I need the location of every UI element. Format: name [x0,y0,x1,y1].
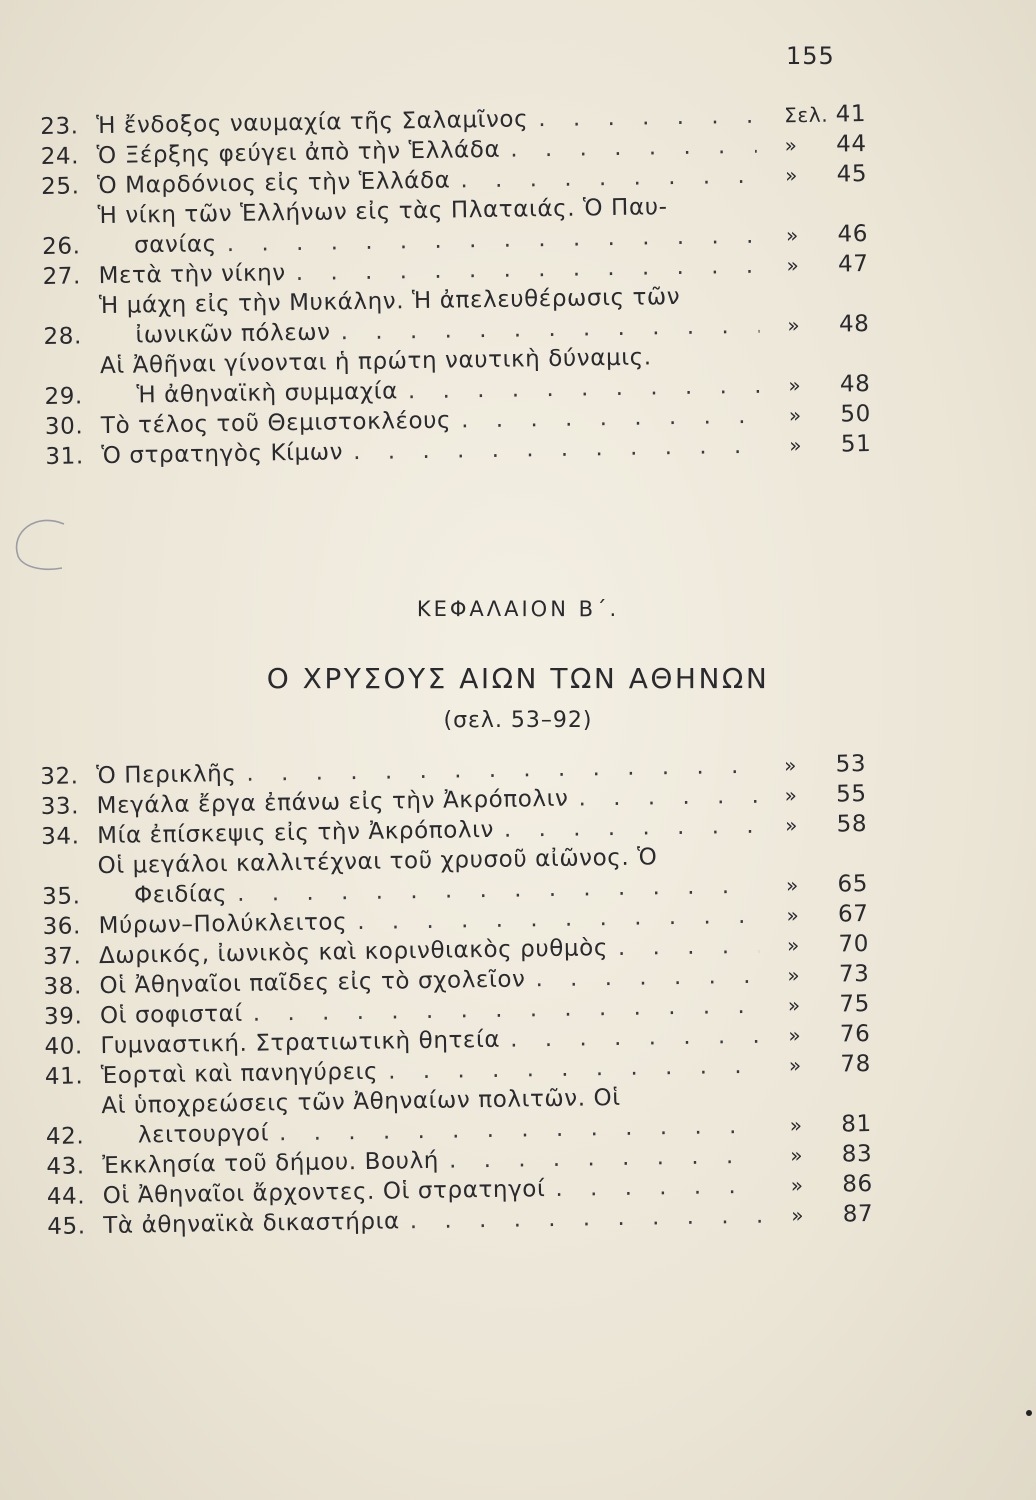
chapter-title: Ο ΧΡΥΣΟΥΣ ΑΙΩΝ ΤΩΝ ΑΘΗΝΩΝ [266,662,770,695]
entry-title [99,281,760,351]
dot-leader [618,931,760,963]
page-reference [757,159,867,191]
page-reference [761,1049,871,1081]
page-reference [762,1109,872,1141]
toc-list-part-2 [40,748,917,1242]
page-number-ref: 50 [840,400,872,428]
dot-leader [504,811,758,845]
entry-number: 32. [40,763,79,790]
dot-leader [510,131,757,165]
page-number-ref: 67 [837,901,869,928]
entry-title-text: Ἡ ἀθηναϊκὴ συμμαχία [136,378,399,409]
page-reference [759,959,869,991]
page-number-ref: 87 [842,1200,874,1228]
page-number-ref: 44 [835,131,867,158]
page-prefix: » [787,963,801,988]
entry-title-text: Ἡ μάχη εἰς τὴν Μυκάλην. Ἡ ἀπελευθέρωσις τῶν [98,283,681,320]
page-prefix: » [786,253,800,278]
page-reference [761,399,871,431]
entry-number: 41. [44,1063,84,1090]
entry-title-text: Αἱ ὑποχρεώσεις τῶν Ἀθηναίων πολιτῶν. Οἱ [101,1084,621,1120]
chapter-page-range: (σελ. 53–92) [443,708,593,733]
page-prefix: » [790,1173,804,1198]
page-number-ref: 58 [836,811,868,838]
page-number-ref: 41 [835,101,867,128]
page-reference [758,899,868,931]
page-prefix: Σελ. [783,102,829,128]
entry-number: 29. [44,383,84,410]
pencil-mark [6,510,76,580]
page-prefix: » [786,933,801,958]
page-reference [756,99,866,131]
page-reference [757,809,867,841]
entry-number: 35. [41,883,81,910]
entry-title-text: Οἱ Ἀθηναῖοι ἄρχοντες. Οἱ στρατηγοί [102,1176,546,1210]
page-prefix: » [785,873,800,898]
page-number-ref: 45 [836,161,868,188]
dot-leader [555,1171,763,1204]
entry-title-text: Γυμναστική. Στρατιωτικὴ θητεία [100,1026,501,1060]
page-reference [758,219,868,251]
page-prefix: » [791,1203,805,1228]
page-prefix: » [785,223,800,248]
entry-number: 43. [46,1153,85,1180]
entry-title-text: Ὁ Περικλῆς [96,760,237,790]
toc-list-part-1 [40,98,916,472]
page-number-ref: 55 [835,781,867,808]
page-number-ref: 48 [839,370,871,398]
page-reference [756,129,866,161]
page-edge-speck [1026,1410,1032,1416]
entry-title-text: Μία ἐπίσκεψις εἰς τὴν Ἀκρόπολιν [96,816,495,850]
entry-number: 23. [40,113,79,140]
entry-title-text: Τὸ τέλος τοῦ Θεμιστοκλέους [100,407,452,440]
entry-title-text: Φειδίας [133,881,228,909]
page-reference [760,369,870,401]
page-prefix: » [789,1113,803,1138]
page-reference [760,989,870,1021]
entry-title-text: Δωρικός, ἰωνικὸς καὶ κορινθιακὸς ρυθμὸς [98,935,609,970]
entry-number: 42. [45,1123,85,1150]
entry-number: 38. [43,973,83,1000]
page-reference [756,749,866,781]
entry-title-text: Ἐκκλησία τοῦ δήμου. Βουλή [102,1147,440,1180]
page-number-ref: 78 [840,1050,872,1078]
entry-number: 30. [44,413,84,440]
page-prefix: » [783,753,798,778]
page-number-ref: 73 [838,960,870,988]
dot-leader [461,401,761,436]
entry-number: 28. [43,323,83,350]
dot-leader [449,1141,763,1176]
entry-title-text: Οἱ μεγάλοι καλλιτέχναι τοῦ χρυσοῦ αἰῶνος. Ὁ [97,844,658,880]
page-reference [761,429,871,461]
page-number-ref: 70 [838,931,870,958]
page-number-ref: 48 [838,310,870,338]
entry-title-text: Μύρων–Πολύκλειτος [98,909,348,940]
page-number-ref: 86 [842,1170,873,1198]
dot-leader [409,1201,763,1237]
page-prefix: » [784,783,798,808]
page-prefix: » [784,133,798,158]
page-reference [763,1199,873,1231]
entry-title [97,841,758,911]
entry-number: 24. [40,143,80,170]
entry-number: 39. [43,1003,83,1030]
entry-title-text: Οἱ σοφισταί [99,1000,243,1030]
page-reference [758,869,868,901]
entry-title [97,191,758,261]
entry-number: 40. [44,1033,84,1060]
entry-number: 25. [40,173,80,200]
page-number-ref: 47 [837,251,869,278]
entry-title-text: Ἑορταὶ καὶ πανηγύρεις [100,1058,379,1090]
entry-title-text: Ὁ στρατηγὸς Κίμων [101,439,344,470]
entry-title [100,341,761,411]
page-prefix: » [788,1053,802,1078]
entry-title-text: λειτουργοί [137,1120,270,1149]
page-prefix: » [788,1023,802,1048]
entry-number: 26. [41,233,81,260]
entry-title-text: Οἱ Ἀθηναῖοι παῖδες εἰς τὸ σχολεῖον [99,966,526,1000]
entry-number: 36. [42,913,82,940]
entry-title-text: Ἡ ἔνδοξος ναυμαχία τῆς Σαλαμῖνος [96,106,529,140]
chapter-label: ΚΕΦΑΛΑΙΟΝ Β΄. [416,597,620,621]
page-prefix: » [788,373,802,398]
entry-title-text: σανίας [133,231,217,259]
dot-leader [460,161,757,196]
page-reference [762,1139,872,1171]
entry-number: 31. [45,443,85,470]
page-number-ref: 65 [837,871,869,898]
page-reference [759,929,869,961]
entry-title-text: ἰωνικῶν πόλεων [135,319,331,349]
entry-number: 27. [42,263,82,290]
dot-leader [538,101,756,134]
page-number-ref: 83 [841,1140,873,1168]
dot-leader [510,1021,761,1055]
page-number-ref: 76 [839,1020,871,1048]
page-number-ref: 51 [840,430,872,458]
page-number-ref: 46 [837,221,869,248]
entry-title-text: Μετὰ τὴν νίκην [98,260,286,290]
entry-number: 45. [47,1213,86,1240]
entry-title-text: Ὁ Μαρδόνιος εἰς τὴν Ἑλλάδα [96,167,451,200]
page-prefix: » [787,313,801,338]
entry-title [101,1081,762,1151]
page-number-ref: 75 [839,990,871,1018]
entry-number: 33. [40,793,80,820]
page-reference [758,249,868,281]
entry-title-text: Αἱ Ἀθῆναι γίνονται ἡ πρώτη ναυτικὴ δύναμις. [99,344,652,380]
page-prefix: » [784,813,799,838]
page-prefix: » [789,433,803,458]
page-reference [763,1169,873,1201]
page-prefix: » [788,403,802,428]
entry-title-text: Ἡ νίκη τῶν Ἑλλήνων εἰς τὰς Πλαταιάς. Ὁ Παυ- [97,194,668,230]
dot-leader [353,431,762,467]
page-reference [759,309,869,341]
page-number: 155 [786,42,835,70]
page-prefix: » [784,163,799,188]
page-prefix: » [790,1143,804,1168]
page-number-ref: 53 [835,751,867,778]
entry-title-text: Μεγάλα ἔργα ἐπάνω εἰς τὴν Ἀκρόπολιν [96,785,569,820]
entry-number: 37. [42,943,82,970]
dot-leader [535,961,759,995]
page-prefix: » [787,993,801,1018]
entry-title-text: Ὁ Ξέρξης φεύγει ἀπὸ τὴν Ἑλλάδα [96,136,501,170]
page-number-ref: 81 [841,1110,872,1138]
entry-title-text: Τὰ ἀθηναϊκὰ δικαστήρια [103,1208,400,1240]
dot-leader [578,781,757,814]
page-reference [760,1019,870,1051]
entry-number: 34. [40,823,80,850]
page-prefix: » [786,903,800,928]
page-reference [756,779,866,811]
entry-number: 44. [46,1183,86,1210]
